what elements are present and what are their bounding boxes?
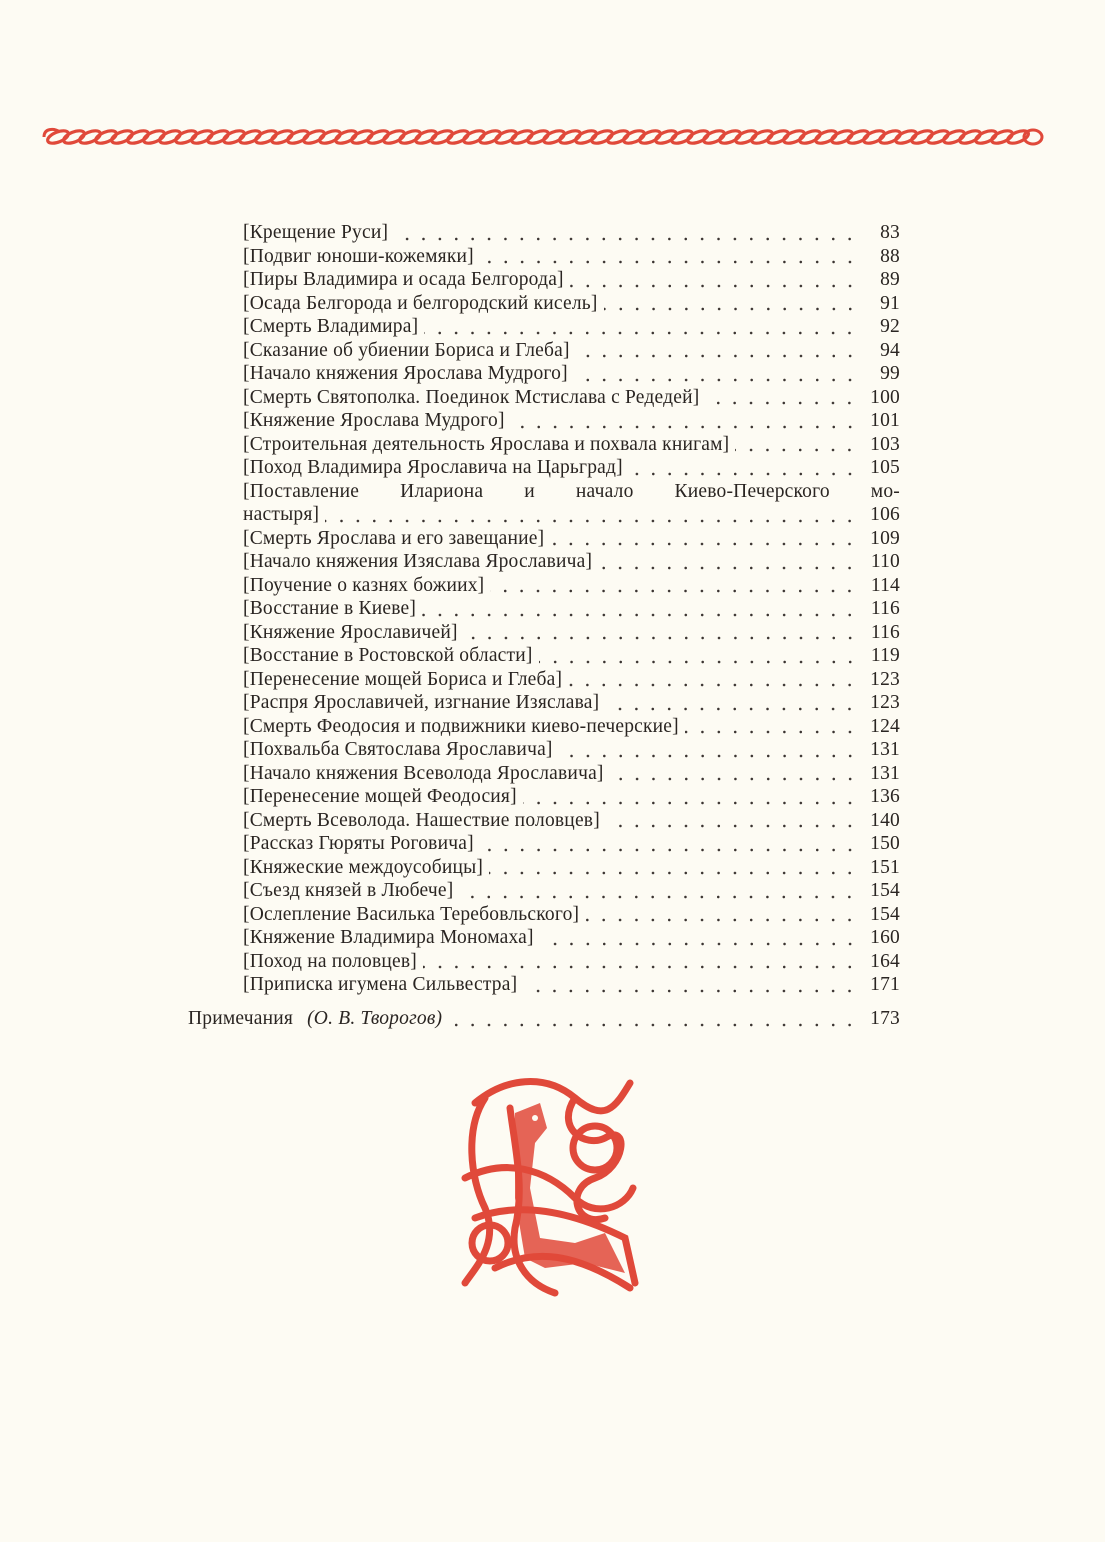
entry-title: [Поход Владимира Ярославича на Царьград] [243, 457, 623, 478]
toc-entry[interactable] [243, 386, 900, 410]
dot-leader [459, 895, 858, 899]
dot-leader [490, 589, 858, 593]
dot-leader [629, 472, 858, 476]
page-number: 88 [880, 245, 900, 267]
entry-title: [Ослепление Василька Теребовльского] [243, 903, 580, 925]
page-number: 100 [870, 386, 900, 408]
dot-leader [539, 660, 858, 664]
entry-title-continuation: настыря] [243, 504, 320, 525]
toc-entry[interactable] [243, 644, 900, 668]
toc-entry[interactable] [243, 691, 900, 715]
page-number: 114 [870, 574, 900, 596]
page-number: 103 [870, 433, 900, 455]
dot-leader [523, 989, 858, 993]
page-number: 171 [870, 974, 900, 995]
page-number: 119 [870, 645, 900, 666]
entry-title: [Подвиг юноши-кожемяки] [243, 245, 474, 267]
page-number: 109 [870, 527, 900, 549]
entry-title: [Смерть Владимира] [243, 316, 419, 337]
page-number: 92 [880, 316, 900, 337]
page-number: 99 [880, 363, 900, 384]
entry-title: [Смерть Всеволода. Нашествие половцев] [243, 809, 600, 831]
entry-title: [Восстание в Киеве] [243, 598, 417, 619]
dot-leader [480, 848, 858, 852]
toc-entry-notes[interactable] [188, 1007, 900, 1031]
page-number: 110 [870, 551, 900, 572]
toc-entry[interactable] [243, 597, 900, 621]
dot-leader [574, 378, 858, 382]
page-number: 150 [870, 833, 900, 854]
toc-entry[interactable] [243, 527, 900, 551]
toc-entry[interactable] [243, 856, 900, 880]
entry-title: [Съезд князей в Любече] [243, 880, 454, 901]
dot-leader [610, 777, 858, 781]
notes-title: Примечания [188, 1008, 294, 1029]
entry-title: [Пиры Владимира и осада Белгорода] [243, 269, 564, 290]
page-number: 91 [880, 292, 900, 314]
entry-title: [Начало княжения Изяслава Ярославича] [243, 551, 593, 572]
page-number: 131 [870, 762, 900, 784]
toc-entry[interactable] [243, 292, 900, 316]
dot-leader [422, 613, 858, 617]
entry-title: [Княжение Ярослава Мудрого] [243, 410, 505, 431]
page-number: 124 [870, 715, 900, 737]
dot-leader [448, 1023, 858, 1027]
page-number: 116 [870, 598, 900, 619]
toc-entry[interactable] [243, 715, 900, 739]
entry-title: [Распря Ярославичей, изгнание Изяслава] [243, 692, 600, 713]
page-number: 140 [870, 809, 900, 831]
page-number: 106 [870, 504, 900, 525]
entry-title: [Приписка игумена Сильвестра] [243, 974, 518, 995]
dot-leader [480, 260, 858, 264]
entry-title: [Сказание об убиении Бориса и Глеба] [243, 339, 570, 361]
dot-leader [570, 284, 858, 288]
page-number: 160 [870, 927, 900, 948]
dot-leader [604, 307, 858, 311]
dot-leader [606, 824, 858, 828]
page-number: 123 [870, 668, 900, 690]
page-number: 154 [870, 880, 900, 901]
toc-entry[interactable] [243, 738, 900, 762]
entry-title: [Строительная деятельность Ярослава и похвала книгам] [243, 433, 730, 455]
toc-entry[interactable] [243, 221, 900, 245]
dot-leader [423, 965, 858, 969]
page-number: 123 [870, 692, 900, 713]
toc-entry[interactable] [243, 315, 900, 339]
page-number: 151 [870, 856, 900, 878]
entry-title: [Начало княжения Всеволода Ярославича] [243, 762, 604, 784]
dot-leader [424, 331, 858, 335]
toc-entry[interactable] [243, 621, 900, 645]
entry-title: [Смерть Ярослава и его завещание] [243, 527, 545, 549]
page-number: 164 [870, 950, 900, 972]
toc-entry-continuation[interactable] [243, 503, 900, 527]
braided-border-ornament [40, 124, 1045, 150]
dot-leader [568, 683, 858, 687]
entry-title: [Перенесение мощей Бориса и Глеба] [243, 668, 563, 690]
dot-leader [585, 918, 858, 922]
dot-leader [511, 425, 858, 429]
dot-leader [523, 801, 858, 805]
toc-entry[interactable] [243, 762, 900, 786]
dot-leader [605, 707, 858, 711]
dot-leader [394, 237, 858, 241]
dot-leader [598, 566, 858, 570]
dot-leader [705, 401, 858, 405]
page-number: 94 [880, 339, 900, 361]
toc-entry[interactable] [243, 339, 900, 363]
toc-entry[interactable] [243, 268, 900, 292]
decorative-initial-letter-ornament [455, 1068, 645, 1303]
entry-title: [Смерть Феодосия и подвижники киево-печерские] [243, 715, 679, 737]
page-number: 116 [870, 621, 900, 643]
entry-title: [Восстание в Ростовской области] [243, 645, 533, 666]
toc-entry[interactable] [243, 574, 900, 598]
dot-leader [559, 754, 858, 758]
entry-title: [Начало княжения Ярослава Мудрого] [243, 363, 568, 384]
notes-author: (О. В. Творогов) [307, 1008, 443, 1029]
page-number: 131 [870, 739, 900, 760]
entry-title: [Похвальба Святослава Ярославича] [243, 739, 553, 760]
dot-leader [464, 636, 858, 640]
toc-entry[interactable] [243, 433, 900, 457]
toc-entry[interactable] [243, 973, 900, 997]
entry-title: [Осада Белгорода и белгородский кисель] [243, 292, 598, 314]
toc-entry[interactable] [243, 785, 900, 809]
entry-title: [Перенесение мощей Феодосия] [243, 786, 517, 807]
page-number: 101 [870, 410, 900, 431]
toc-entry[interactable] [243, 409, 900, 433]
table-of-contents [243, 221, 900, 997]
dot-leader [550, 542, 858, 546]
page-number: 173 [870, 1008, 900, 1029]
page-number: 154 [870, 903, 900, 925]
dot-leader [489, 871, 858, 875]
entry-title: [Рассказ Гюряты Роговича] [243, 833, 474, 854]
page-number: 105 [870, 457, 900, 478]
dot-leader [685, 730, 858, 734]
entry-title: [Княжение Владимира Мономаха] [243, 927, 534, 948]
dot-leader [735, 448, 858, 452]
dot-leader [325, 519, 858, 523]
page-number: 83 [880, 222, 900, 243]
toc-entry[interactable] [243, 903, 900, 927]
entry-title: [Смерть Святополка. Поединок Мстислава с Редедей] [243, 386, 700, 408]
page-number: 136 [870, 786, 900, 807]
toc-entry[interactable] [243, 879, 900, 903]
toc-entry[interactable] [243, 832, 900, 856]
toc-entry[interactable] [243, 456, 900, 480]
entry-title: [Крещение Руси] [243, 222, 389, 243]
entry-title: [Поучение о казнях божиих] [243, 574, 485, 596]
dot-leader [540, 942, 858, 946]
entry-title: [Поход на половцев] [243, 950, 418, 972]
toc-entry[interactable] [243, 362, 900, 386]
page-number: 89 [880, 269, 900, 290]
toc-entry[interactable] [243, 926, 900, 950]
toc-entry[interactable] [243, 668, 900, 692]
toc-entry[interactable] [243, 809, 900, 833]
toc-entry[interactable] [243, 245, 900, 269]
entry-title: [Княжение Ярославичей] [243, 621, 458, 643]
dot-leader [576, 354, 858, 358]
toc-entry[interactable] [243, 950, 900, 974]
entry-title: [Княжеские междоусобицы] [243, 856, 484, 878]
toc-entry[interactable] [243, 480, 900, 504]
toc-entry[interactable] [243, 550, 900, 574]
entry-title: [Поставление Илариона и начало Киево-Печерского мо- [243, 480, 900, 502]
